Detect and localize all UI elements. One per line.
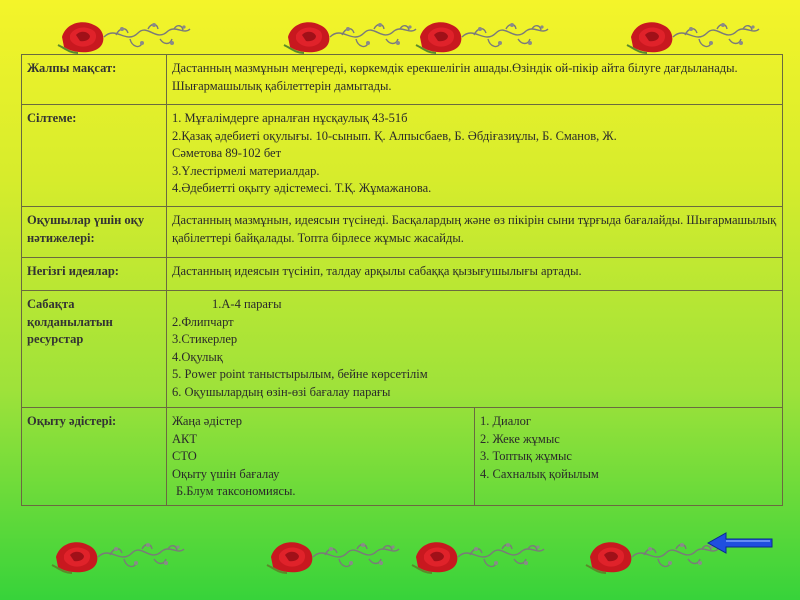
references-list xyxy=(167,105,783,207)
table-row-resources xyxy=(22,291,783,408)
list-item: 6. Оқушылардың өзін-өзі бағалау парағы xyxy=(172,384,391,399)
resources-label: Сабақта қолданылатын ресурстар xyxy=(22,291,167,408)
table-row-outcomes xyxy=(22,207,783,258)
outcomes-label: Оқушылар үшін оқу нәтижелері: xyxy=(22,207,167,258)
list-item: 4. Сахналық қойылым xyxy=(480,466,599,481)
list-item: 3.Үлестірмелі материалдар. xyxy=(172,163,320,178)
back-arrow-icon xyxy=(706,532,774,554)
rose-ornament-icon xyxy=(50,535,186,575)
list-item: 2. Жеке жұмыс xyxy=(480,431,560,446)
table-row-goal xyxy=(22,55,783,105)
lesson-plan-table xyxy=(21,54,783,506)
list-item: Б.Блум таксономиясы. xyxy=(176,484,296,498)
list-item: Жаңа әдістер xyxy=(172,414,242,428)
methods-label: Оқыту әдістері: xyxy=(22,408,167,506)
methods-left-list xyxy=(167,408,475,506)
list-item: 3.Стикерлер xyxy=(172,332,238,346)
goal-text: Дастанның мазмұнын меңгереді, көркемдік ерекшелігін ашады.Өзіндік ой-пікір айта білуге дағдыланады. Шығармашылық қабілеттерін дамытады. xyxy=(167,55,783,105)
rose-ornament-icon xyxy=(265,535,401,575)
list-item: 4.Оқулық xyxy=(172,349,223,364)
rose-ornament-icon xyxy=(584,535,720,575)
rose-ornament-icon xyxy=(282,15,418,55)
top-ornament-row xyxy=(0,15,800,55)
outcomes-text: Дастанның мазмұнын, идеясын түсінеді. Басқалардың және өз пікірін сыни тұрғыда бағалайды. Шығармашылық қабілеттері байқалады. Топта бірлесе жұмыс жасайды. xyxy=(167,207,783,258)
list-item: СТО xyxy=(172,449,197,463)
list-item: 5. Power point таныстырылым, бейне көрсетілім xyxy=(172,367,428,381)
table-row-methods xyxy=(22,408,783,506)
list-item: Сәметова 89-102 бет xyxy=(172,146,282,160)
ideas-label: Негізгі идеялар: xyxy=(22,258,167,291)
rose-ornament-icon xyxy=(414,15,550,55)
list-item: 3. Топтық жұмыс xyxy=(480,449,572,463)
ideas-text: Дастанның идеясын түсініп, талдау арқылы сабаққа қызығушылығы артады. xyxy=(167,258,783,291)
list-item: 2.Қазақ әдебиеті оқулығы. 10-сынып. Қ. Алпысбаев, Б. Әбдіғазиұлы, Б. Сманов, Ж. xyxy=(172,128,617,143)
list-item: 4.Әдебиетті оқыту әдістемесі. Т.Қ. Жұмажанова. xyxy=(172,181,432,195)
list-item: 1. Диалог xyxy=(480,414,531,428)
list-item: Оқыту үшін бағалау xyxy=(172,466,280,481)
rose-ornament-icon xyxy=(410,535,546,575)
references-label: Сілтеме: xyxy=(22,105,167,207)
list-item: 1.А-4 парағы xyxy=(212,297,282,311)
rose-ornament-icon xyxy=(625,15,761,55)
table-row-references xyxy=(22,105,783,207)
list-item: 2.Флипчарт xyxy=(172,314,234,329)
list-item: АКТ xyxy=(172,431,197,446)
list-item: 1. Мұғалімдерге арналған нұсқаулық 43-51б xyxy=(172,111,408,125)
bottom-ornament-row xyxy=(0,535,800,575)
methods-right-list xyxy=(475,408,783,506)
table-row-ideas xyxy=(22,258,783,291)
rose-ornament-icon xyxy=(56,15,192,55)
resources-list xyxy=(167,291,783,408)
goal-label: Жалпы мақсат: xyxy=(22,55,167,105)
back-button[interactable] xyxy=(706,532,774,554)
